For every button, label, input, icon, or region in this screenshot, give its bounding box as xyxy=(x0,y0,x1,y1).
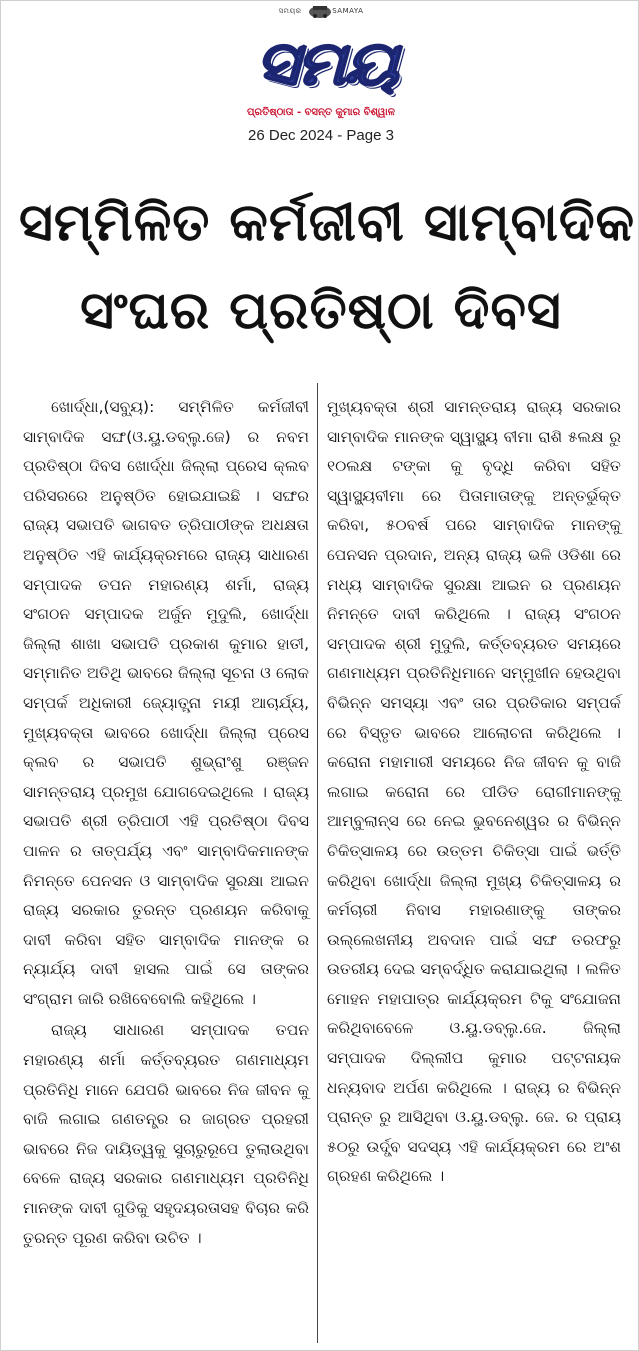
headline-line-2: ସଂଘର ପ୍ରତିଷ୍ଠା ଦିବସ xyxy=(80,281,562,341)
article-paragraph: ଖୋର୍ଦ୍ଧା,(ସବ୍ୟୁ): ସମ୍ମିଳିତ କର୍ମଜୀବୀ ସାମ୍ବାଦିକ ସଙ୍ଘ(ଓ.ୟୁ.ଡବ୍ଲୁ.ଜେ) ର ନବମ ପ୍ରତିଷ୍ଠା ଦିବସ ଖୋର୍ଦ୍ଧା ଜିଲ୍ଲା ପ୍ରେସ କ୍ଲବ ପରିସରରେ ଅନୁଷ୍ଠିତ ହୋଇଯାଇଛି । ସଙ୍ଘର ରାଜ୍ୟ ସଭାପତି ଭାଗବତ ତ୍ରିପାଠୀଙ୍କ ଅଧକ୍ଷତା ଅନୁଷ୍ଠିତ ଏହି କାର୍ଯ୍ୟକ୍ରମରେ ରାଜ୍ୟ ସାଧାରଣ ସମ୍ପାଦକ ତପନ ମହାରଣ୍ୟ ଶର୍ମା, ରାଜ୍ୟ ସଂଗଠନ ସମ୍ପାଦକ ଅର୍ଜୁନ ମୁଦୁଲି, ଖୋର୍ଦ୍ଧା ଜିଲ୍ଲା ଶାଖା ସଭାପତି ପ୍ରକାଶ କୁମାର ହାତୀ, ସମ୍ମାନିତ ଅତିଥି ଭାବରେ ଜିଲ୍ଲା ସୂଚନା ଓ ଲୋକ ସମ୍ପର୍କ ଅଧିକାରୀ ଜ୍ୟୋତ୍ସ୍ନା ମୟୀ ଆଚାର୍ଯ୍ୟ, ମୁଖ୍ୟବକ୍ତା ଭାବରେ ଖୋର୍ଦ୍ଧା ଜିଲ୍ଲା ପ୍ରେସ କ୍ଲବ ର ସଭାପତି ଶୁଭ୍ରାଂଶୁ ରଞ୍ଜନ ସାମନ୍ତରାୟ ପ୍ରମୁଖ ଯୋଗଦେଇଥିଲେ । ରାଜ୍ୟ ସଭାପତି ଶ୍ରୀ ତ୍ରିପାଠୀ ଏହି ପ୍ରତିଷ୍ଠା ଦିବସ ପାଳନ ର ତାତ୍ପର୍ଯ୍ୟ ଏବଂ ସାମ୍ବାଦିକମାନଙ୍କ ନିମନ୍ତେ ପେନସନ ଓ ସାମ୍ବାଦିକ ସୁରକ୍ଷା ଆଇନ ରାଜ୍ୟ ସରକାର ତୁରନ୍ତ ପ୍ରଣୟନ କରିବାକୁ ଦାବୀ କରିବା ସହିତ ସାମ୍ବାଦିକ ମାନଙ୍କ ର ନ୍ୟାର୍ଯ୍ୟ ଦାବୀ ହାସଲ ପାଇଁ ସେ ତାଙ୍କର ସଂଗ୍ରାମ ଜାରି ରଖିବେବୋଲି କହିଥିଲେ । xyxy=(23,398,309,1008)
press-emblem-icon xyxy=(307,3,333,19)
article-column-right xyxy=(327,393,621,1192)
article-paragraph: ରାଜ୍ୟ ସାଧାରଣ ସମ୍ପାଦକ ତପନ ମହାରଣ୍ୟ ଶର୍ମା କର୍ତ୍ତବ୍ୟରତ ଗଣମାଧ୍ୟମ ପ୍ରତିନିଧି ମାନେ ଯେପରି ଭାବରେ ନିଜ ଜୀବନ କୁ ବାଜି ଲଗାଇ ଗଣତନ୍ତ୍ର ର ଜାଗ୍ରତ ପ୍ରହରୀ ଭାବରେ ନିଜ ଦାୟିତ୍ୱକୁ ସୁଚାରୁରୂପେ ତୁଲାଉଥିବା ବେଳେ ରାଜ୍ୟ ସରକାର ଗଣମାଧ୍ୟମ ପ୍ରତିନିଧି ମାନଙ୍କ ଦାବୀ ଗୁଡିକୁ ସହୃଦୟରତାସହ ବିଚାର କରି ତୁରନ୍ତ ପୂରଣ କରିବା ଉଚିତ । xyxy=(23,1021,309,1247)
logo-wordmark: ସମୟ xyxy=(255,28,397,99)
headline-line-1: ସମ୍ମିଳିତ କର୍ମଜୀବୀ ସାମ୍ବାଦିକ xyxy=(19,193,636,253)
tagline-left: ସମୟର xyxy=(278,7,302,15)
tagline-right: SAMAYA xyxy=(332,7,364,15)
article-paragraph: ମୁଖ୍ୟବକ୍ତା ଶ୍ରୀ ସାମନ୍ତରାୟ ରାଜ୍ୟ ସରକାର ସାମ୍ବାଦିକ ମାନଙ୍କ ସ୍ୱାସ୍ଥ୍ୟ ବୀମା ରାଶି ୫ଲକ୍ଷ ରୁ ୧୦ଲକ୍ଷ ଟଙ୍କା କୁ ବୃଦ୍ଧି କରିବା ସହିତ ସ୍ୱାସ୍ଥ୍ୟବୀମା ରେ ପିତାମାତାଙ୍କୁ ଅନ୍ତର୍ଭୁକ୍ତ କରିବା, ୫୦ବର୍ଷ ପରେ ସାମ୍ବାଦିକ ମାନଙ୍କୁ ପେନସନ ପ୍ରଦାନ, ଅନ୍ୟ ରାଜ୍ୟ ଭଳି ଓଡିଶା ରେ ମଧ୍ୟ ସାମ୍ବାଦିକ ସୁରକ୍ଷା ଆଇନ ର ପ୍ରଣୟନ ନିମନ୍ତେ ଦାବୀ କରିଥିଲେ । ରାଜ୍ୟ ସଂଗଠନ ସମ୍ପାଦକ ଶ୍ରୀ ମୁଦୁଲି, କର୍ତ୍ତବ୍ୟରତ ସମୟରେ ଗଣମାଧ୍ୟମ ପ୍ରତିନିଧିମାନେ ସମ୍ମୁଖୀନ ହେଉଥିବା ବିଭିନ୍ନ ସମସ୍ୟା ଏବଂ ତାର ପ୍ରତିକାର ସମ୍ପର୍କ ରେ ବିସ୍ତୃତ ଭାବରେ ଆଲୋଚନା କରିଥିଲେ । କରୋନା ମହାମାରୀ ସମୟରେ ନିଜ ଜୀବନ କୁ ବାଜି ଲଗାଇ କରୋନା ରେ ପୀଡିତ ରୋଗୀମାନଙ୍କୁ ଆମ୍ବୁଲାନ୍ସ ରେ ନେଇ ଭୁବନେଶ୍ୱର ର ବିଭିନ୍ନ ଚିକିତ୍ସାଳୟ ରେ ଉତ୍ତମ ଚିକିତ୍ସା ପାଇଁ ଭର୍ତ୍ତି କରିଥିବା ଖୋର୍ଦ୍ଧା ଜିଲ୍ଲା ମୁଖ୍ୟ ଚିକିତ୍ସାଳୟ ର କର୍ମଚାରୀ ନିବାସ ମହାରଣାଙ୍କୁ ତାଙ୍କର ଉଲ୍ଲେଖନୀୟ ଅବଦାନ ପାଇଁ ସଙ୍ଘ ତରଫରୁ ଉତରୀୟ ଦେଇ ସମ୍ବର୍ଦ୍ଧିତ କରାଯାଇଥିଲା । ଲଳିତ ମୋହନ ମହାପାତ୍ର କାର୍ଯ୍ୟକ୍ରମ ଟିକୁ ସଂଯୋଜନା କରିଥିବାବେଳେ ଓ.ୟୁ.ଡବ୍ଲୁ.ଜେ. ଜିଲ୍ଲା ସମ୍ପାଦକ ଦିଲ୍ଲୀପ କୁମାର ପଟ୍ଟନାୟକ ଧନ୍ୟବାଦ ଅର୍ପଣ କରିଥିଲେ । ରାଜ୍ୟ ର ବିଭିନ୍ନ ପ୍ରାନ୍ତ ରୁ ଆସିଥିବା ଓ.ୟୁ.ଡବ୍ଲୁ. ଜେ. ର ପ୍ରାୟ ୫୦ରୁ ଉର୍ଦ୍ଧ୍ବ ସଦସ୍ୟ ଏହି କାର୍ଯ୍ୟକ୍ରମ ରେ ଅଂଶ ଗ୍ରହଣ କରିଥିଲେ । xyxy=(327,398,621,1186)
newspaper-logo xyxy=(181,23,471,105)
headline xyxy=(19,179,636,355)
article-column-left xyxy=(23,393,309,1253)
masthead xyxy=(1,1,639,151)
dateline: 26 Dec 2024 - Page 3 xyxy=(248,127,394,144)
founder-line: ପ୍ରତିଷ୍ଠାତା - ବସନ୍ତ କୁମାର ବିଶ୍ୱାଳ xyxy=(247,107,395,118)
column-divider xyxy=(317,383,318,1343)
